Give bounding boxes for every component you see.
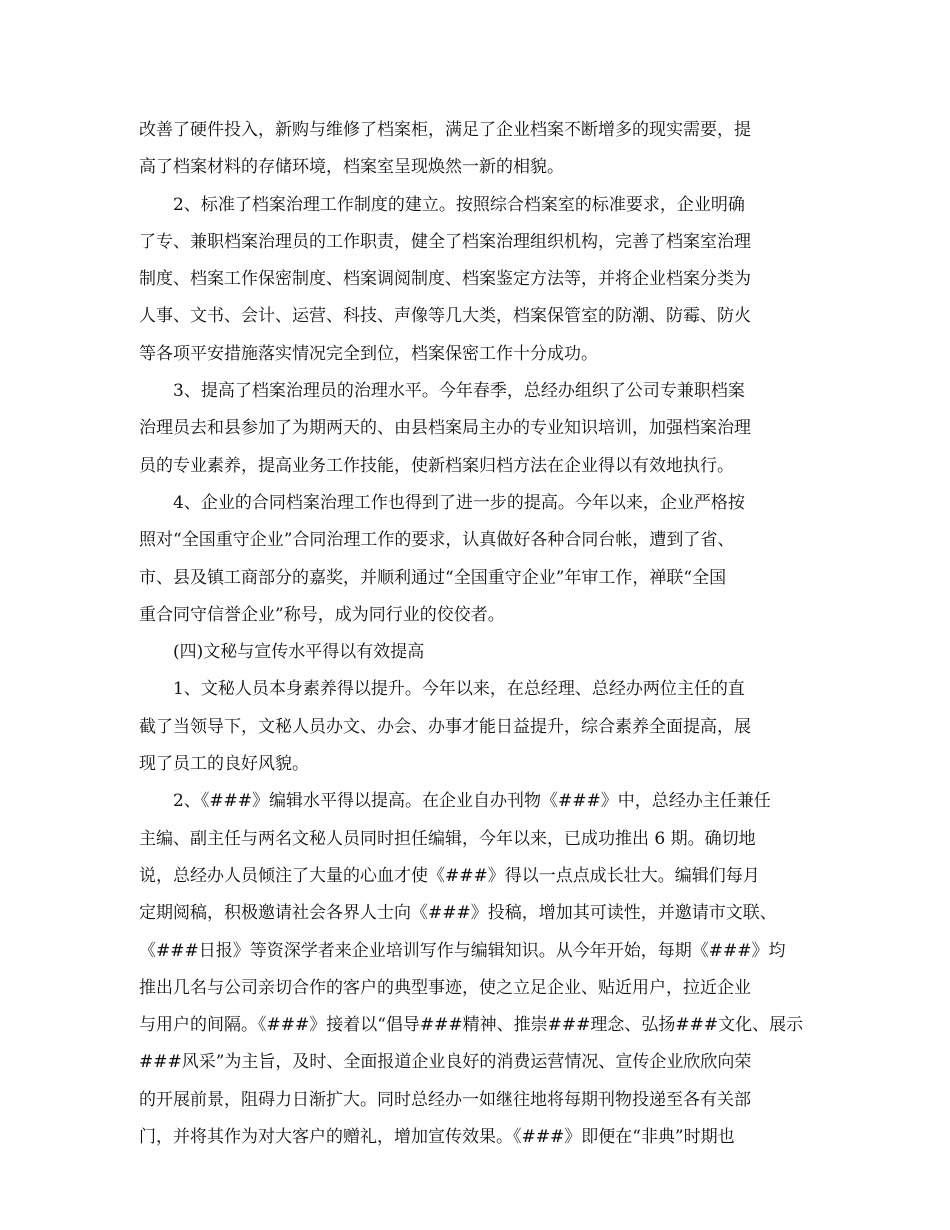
text-line: 3、提高了档案治理员的治理水平。今年春季，总经办组织了公司专兼职档案 (139, 381, 745, 402)
text-line: 主编、副主任与两名文秘人员同时担任编辑，今年以来，已成功推出 6 期。确切地 (139, 828, 756, 849)
text-line: 2、《###》编辑水平得以提高。在企业自办刊物《###》中，总经办主任兼任 (139, 791, 771, 812)
text-line: 重合同守信誉企业”称号，成为同行业的佼佼者。 (139, 604, 505, 625)
text-line: 高了档案材料的存储环境，档案室呈现焕然一新的相貌。 (139, 157, 564, 178)
text-line: 2、标准了档案治理工作制度的建立。按照综合档案室的标准要求，企业明确 (139, 194, 745, 215)
text-line: 说，总经办人员倾注了大量的心血才使《###》得以一点点成长壮大。编辑们每月 (139, 865, 760, 886)
text-line: ###风采”为主旨，及时、全面报道企业良好的消费运营情况、宣传企业欣欣向荣 (139, 1052, 752, 1073)
text-line: 4、企业的合同档案治理工作也得到了进一步的提高。今年以来，企业严格按 (139, 492, 745, 513)
text-line: 员的专业素养，提高业务工作技能，使新档案归档方法在企业得以有效地执行。 (139, 455, 734, 476)
text-line: 门，并将其作为对大客户的赠礼，增加宣传效果。《###》即便在“非典”时期也 (139, 1127, 735, 1148)
text-line: 1、文秘人员本身素养得以提升。今年以来，在总经理、总经办两位主任的直 (139, 679, 745, 700)
text-line: 推出几名与公司亲切合作的客户的典型事迹，使之立足企业、贴近用户，拉近企业 (139, 977, 751, 998)
text-line: 等各项平安措施落实情况完全到位，档案保密工作十分成功。 (139, 343, 598, 364)
text-line: 人事、文书、会计、运营、科技、声像等几大类，档案保管室的防潮、防霉、防火 (139, 306, 751, 327)
text-line: 制度、档案工作保密制度、档案调阅制度、档案鉴定方法等，并将企业档案分类为 (139, 269, 751, 290)
text-line: 了专、兼职档案治理员的工作职责，健全了档案治理组织机构，完善了档案室治理 (139, 231, 751, 252)
text-line: 照对“全国重守企业”合同治理工作的要求，认真做好各种合同台帐，遭到了省、 (139, 530, 735, 551)
text-line: 《###日报》等资深学者来企业培训写作与编辑知识。从今年开始，每期《###》均 (139, 940, 786, 961)
text-line: 市、县及镇工商部分的嘉奖，并顺利通过“全国重守企业”年审工作，禅联“全国 (139, 567, 727, 588)
text-line: 治理员去和县参加了为期两天的、由县档案局主办的专业知识培训，加强档案治理 (139, 418, 751, 439)
text-line: 截了当领导下，文秘人员办文、办会、办事才能日益提升，综合素养全面提高，展 (139, 716, 751, 737)
text-line: 改善了硬件投入，新购与维修了档案柜，满足了企业档案不断增多的现实需要，提 (139, 120, 751, 140)
text-line: 现了员工的良好风貌。 (139, 754, 309, 775)
text-line: 的开展前景，阻碍力日渐扩大。同时总经办一如继往地将每期刊物投递至各有关部 (139, 1089, 751, 1110)
text-line: 定期阅稿，积极邀请社会各界人士向《###》投稿，增加其可读性，并邀请市文联、 (139, 903, 777, 924)
text-line: 与用户的间隔。《###》接着以“倡导###精神、推崇###理念、弘扬###文化、展示 (139, 1015, 804, 1036)
section-heading: (四)文秘与宣传水平得以有效提高 (139, 642, 425, 663)
body-text (139, 112, 819, 1156)
